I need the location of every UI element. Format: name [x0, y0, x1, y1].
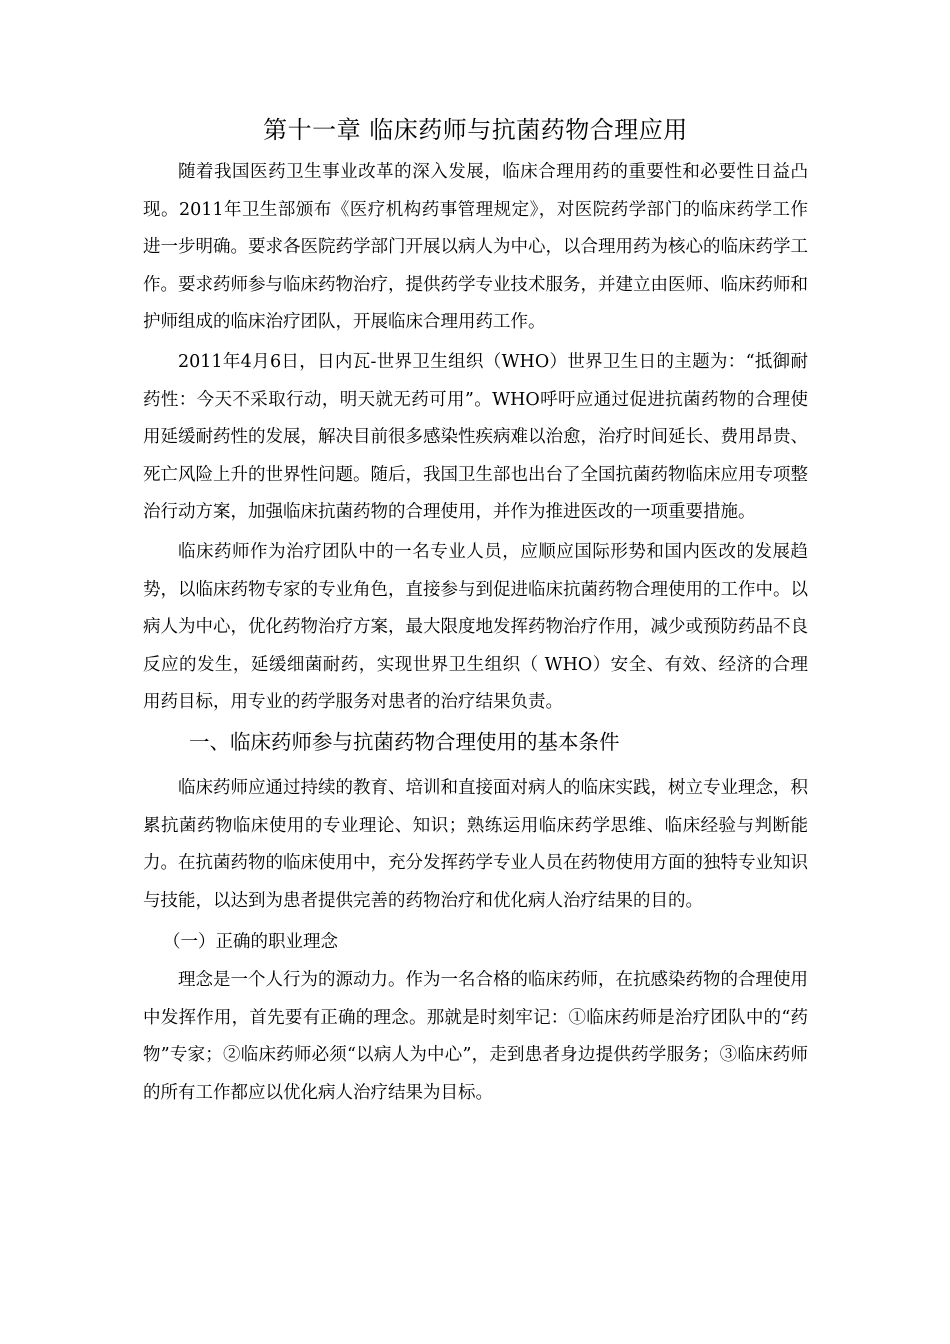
intro-paragraph-2: 2011年4月6日，日内瓦-世界卫生组织（WHO）世界卫生日的主题为：“抵御耐药性：今天不采取行动，明天就无药可用”。WHO呼吁应通过促进抗菌药物的合理使用延缓耐药性的发展，解决目前很多感染性疾病难以治愈，治疗时间延长、费用昂贵、死亡风险上升的世界性问题。随后，我国卫生部也出台了全国抗菌药物临床应用专项整治行动方案，加强临床抗菌药物的合理使用，并作为推进医改的一项重要措施。: [143, 351, 808, 523]
document-page: [143, 110, 808, 1113]
subsection-1-paragraph: 理念是一个人行为的源动力。作为一名合格的临床药师，在抗感染药物的合理使用中发挥作用，首先要有正确的理念。那就是时刻牢记：①临床药师是治疗团队中的“药物”专家；②临床药师必须“以病人为中心”，走到患者身边提供药学服务；③临床药师的所有工作都应以优化病人治疗结果为目标。: [143, 970, 808, 1104]
intro-paragraph-1: 随着我国医药卫生事业改革的深入发展，临床合理用药的重要性和必要性日益凸现。2011年卫生部颁布《医疗机构药事管理规定》，对医院药学部门的临床药学工作进一步明确。要求各医院药学部门开展以病人为中心，以合理用药为核心的临床药学工作。要求药师参与临床药物治疗，提供药学专业技术服务，并建立由医师、临床药师和护师组成的临床治疗团队，开展临床合理用药工作。: [143, 162, 808, 333]
section-heading-1: 一、临床药师参与抗菌药物合理使用的基本条件: [189, 729, 620, 754]
chapter-title: 第十一章 临床药师与抗菌药物合理应用: [263, 116, 688, 144]
intro-paragraph-3: 临床药师作为治疗团队中的一名专业人员，应顺应国际形势和国内医改的发展趋势，以临床药物专家的专业角色，直接参与到促进临床抗菌药物合理使用的工作中。以病人为中心，优化药物治疗方案，最大限度地发挥药物治疗作用，减少或预防药品不良反应的发生，延缓细菌耐药，实现世界卫生组织（ WHO）安全、有效、经济的合理用药目标，用专业的药学服务对患者的治疗结果负责。: [143, 541, 808, 713]
subsection-heading-1: （一）正确的职业理念: [163, 932, 338, 953]
section-1-paragraph: 临床药师应通过持续的教育、培训和直接面对病人的临床实践，树立专业理念，积累抗菌药物临床使用的专业理论、知识；熟练运用临床药学思维、临床经验与判断能力。在抗菌药物的临床使用中，充分发挥药学专业人员在药物使用方面的独特专业知识与技能，以达到为患者提供完善的药物治疗和优化病人治疗结果的目的。: [143, 777, 808, 911]
